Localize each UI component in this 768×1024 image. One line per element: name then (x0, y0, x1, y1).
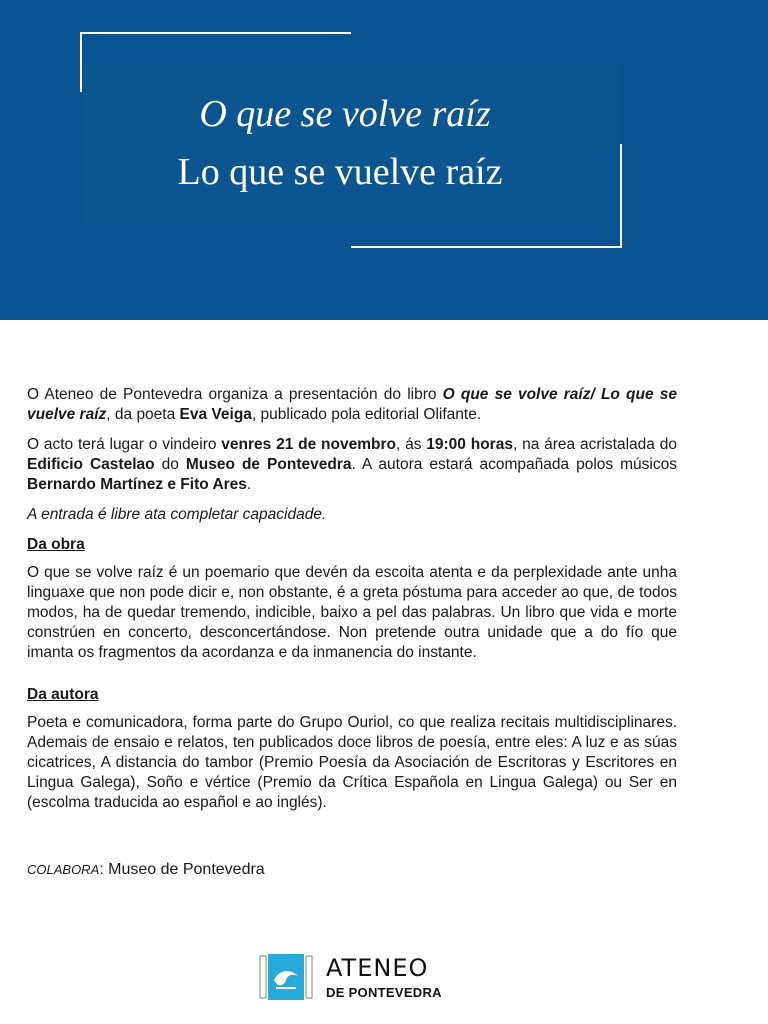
frame-line-left (80, 32, 82, 92)
event-building: Edificio Castelao (27, 456, 155, 473)
title-galician: O que se volve raíz (199, 93, 491, 135)
title-box (82, 64, 620, 224)
event-musicians: Bernardo Martínez e Fito Ares (27, 476, 247, 493)
logo-subtitle: DE PONTEVEDRA (326, 985, 442, 1000)
event-time: 19:00 horas (426, 436, 513, 453)
intro-paragraph (27, 385, 677, 425)
event-text: , ás (395, 436, 427, 453)
intro-text: O Ateneo de Pontevedra organiza a presentación do libro (27, 386, 443, 403)
colabora-label: COLABORA (27, 862, 100, 877)
event-text: , na área acristalada do (512, 436, 677, 453)
event-text: . A autora estará acompañada polos músicos (351, 456, 677, 473)
frame-line-bottom (351, 246, 622, 248)
event-description (27, 385, 677, 823)
autora-heading: Da autora (27, 686, 99, 703)
colabora-value: : Museo de Pontevedra (99, 861, 265, 878)
obra-text: O que se volve raíz é un poemario que devén da escoita atenta e da perplexidade ante unha linguaxe que non pode dicir e, non obstante, é a greta póstuma para acceder ao que, de todos modos, ha de quedar tremendo, indicible, baixo a pel das palabras. Un libro que vida e morte constrúen en concerto, desconcertándose. Non pretende outra unidade que a do fío que imanta os fragmentos da acordanza e da inmanencia do instante. (27, 564, 677, 661)
event-museum: Museo de Pontevedra (185, 456, 352, 473)
logo-name: ATENEO (326, 954, 429, 982)
event-text: O acto terá lugar o vindeiro (27, 436, 222, 453)
colabora-line (27, 861, 265, 879)
entry-note: A entrada é libre ata completar capacidade. (27, 506, 327, 523)
header-banner (0, 0, 768, 320)
obra-heading: Da obra (27, 536, 85, 553)
event-paragraph (27, 435, 677, 495)
intro-text: , publicado pola editorial Olifante. (251, 406, 482, 423)
event-text: do (154, 456, 186, 473)
title-spanish: Lo que se vuelve raíz (177, 151, 503, 193)
frame-line-right (620, 144, 622, 248)
ateneo-seal-icon (258, 952, 314, 1002)
frame-line-top (80, 32, 351, 34)
autora-text: Poeta e comunicadora, forma parte do Grupo Ouriol, co que realiza recitais multidisciplinares. Ademais de ensaio e relatos, ten publicados doce libros de poesía, entre eles: A luz e as súas cicatrices, A distancia do tambor (Premio Poesía da Asociación de Escritoras y Escritores en Lingua Galega), Soño e vértice (Premio da Crítica Española en Lingua Galega) ou Ser en (escolma traducida ao español e ao inglés). (27, 714, 677, 811)
book-title: O que se volve raíz/ Lo que se vuelve raíz (27, 386, 677, 423)
intro-text: , da poeta (106, 406, 180, 423)
event-date: venres 21 de novembro (221, 436, 396, 453)
author-name: Eva Veiga (179, 406, 252, 423)
event-text: . (246, 476, 252, 493)
